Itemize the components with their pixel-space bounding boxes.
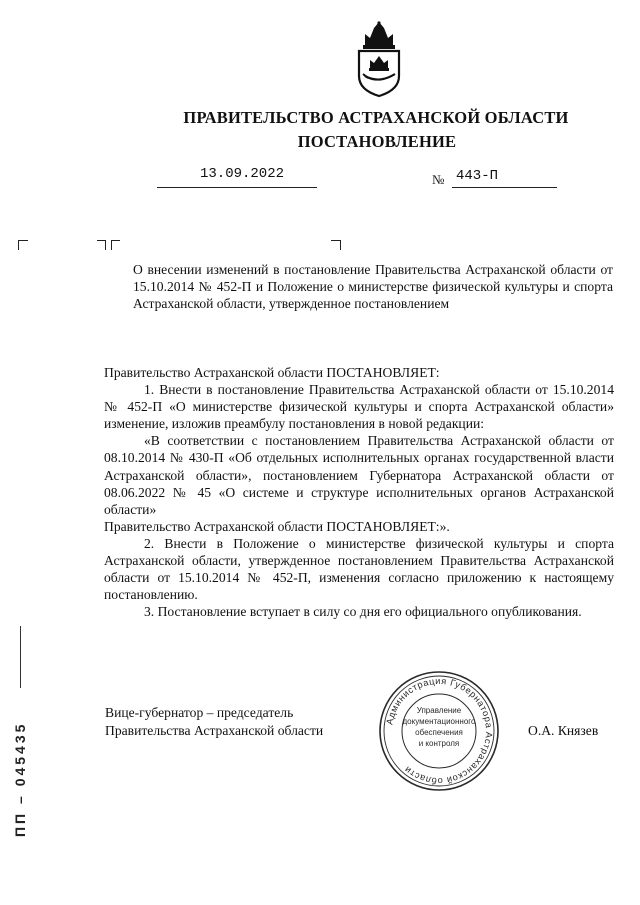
corner-mark — [111, 240, 120, 250]
corner-mark — [331, 240, 341, 250]
document-subject: О внесении изменений в постановление Правительства Астраханской области от 15.10.2014 № 452-П и Положение о министерстве физической культуры и спорта Астраханской области, утвержденное постановлением — [133, 262, 613, 311]
date-underline — [157, 187, 317, 188]
body-paragraph: 1. Внести в постановление Правительства Астраханской области от 15.10.2014 № 452-П «О министерстве физической культуры и спорта Астраханской области» изменение, изложив преамбулу постановления в новой редакции: — [104, 382, 614, 432]
corner-mark — [97, 240, 106, 250]
signatory-position — [105, 704, 323, 740]
organization-title: ПРАВИТЕЛЬСТВО АСТРАХАНСКОЙ ОБЛАСТИ — [183, 108, 569, 127]
form-serial-code-text: ПП – 045435 — [12, 721, 28, 837]
signatory-position-line: Правительства Астраханской области — [105, 723, 324, 738]
number-underline — [452, 187, 557, 188]
svg-text:документационного: документационного — [402, 717, 476, 726]
document-type: ПОСТАНОВЛЕНИЕ — [297, 132, 457, 151]
document-body — [104, 364, 614, 620]
signatory-name: О.А. Князев — [528, 723, 599, 738]
signatory-position-line: Вице-губернатор – председатель — [105, 705, 294, 720]
svg-text:Администрация Губернатора Астр: Администрация Губернатора Астраханской области — [384, 675, 495, 787]
body-paragraph: 3. Постановление вступает в силу со дня его официального опубликования. — [144, 604, 582, 620]
number-sign: № — [432, 172, 445, 187]
body-paragraph: Правительство Астраханской области ПОСТАНОВЛЯЕТ:». — [104, 518, 450, 534]
coat-of-arms-icon — [351, 20, 407, 98]
svg-text:и контроля: и контроля — [418, 739, 460, 748]
margin-line — [20, 626, 21, 688]
body-paragraph: 2. Внести в Положение о министерстве физической культуры и спорта Астраханской области, утвержденное постановлением Правительства Астраханской области от 15.10.2014 № 452-П, изменения согласно приложению к настоящему постановлению. — [104, 535, 614, 603]
body-paragraph: Правительство Астраханской области ПОСТАНОВЛЯЕТ: — [104, 365, 440, 380]
corner-mark — [18, 240, 28, 250]
svg-text:Управление: Управление — [416, 706, 462, 715]
svg-text:обеспечения: обеспечения — [415, 728, 463, 737]
official-seal-stamp — [377, 669, 501, 793]
body-paragraph: «В соответствии с постановлением Правительства Астраханской области от 08.10.2014 № 430-П «Об отдельных исполнительных органах государственной власти Астраханской области», постановлением Губернатора Астраханской области от 08.06.2022 № 45 «О системе и структуре исполнительных органов Астраханской области» — [104, 433, 614, 517]
document-date: 13.09.2022 — [199, 166, 284, 182]
document-number: 443-П — [456, 168, 499, 184]
